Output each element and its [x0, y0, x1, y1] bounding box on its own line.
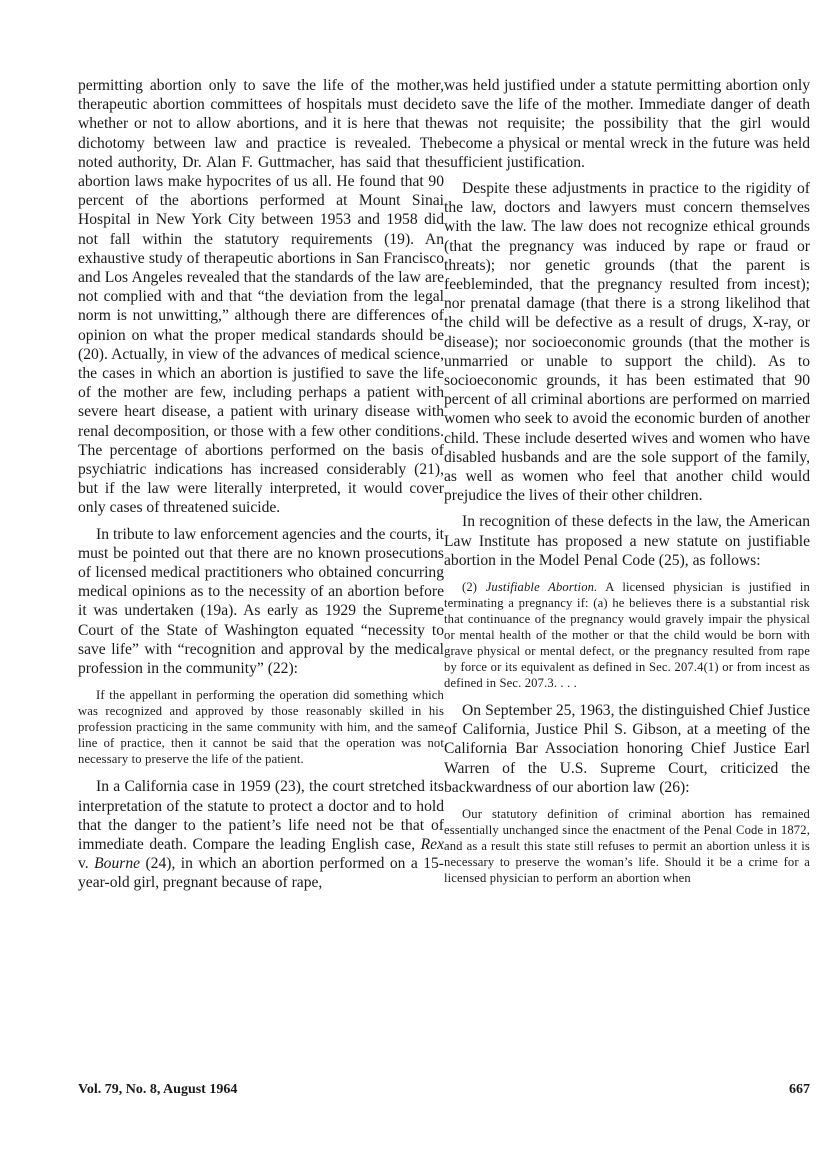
right-column — [444, 76, 810, 896]
journal-issue-line: Vol. 79, No. 8, August 1964 — [78, 1082, 238, 1097]
case-name-rex: Rex — [420, 835, 444, 853]
clause-body: A licensed physician is justified in terminating a pregnancy if: (a) he believes there is a substantial risk that continuance of the pregnancy would gravely impair the physical or mental health of the mother or that the child would be born with grave physical or mental defect, or the pregnancy resulted from rape by force or its equivalent as defined in Sec. 207.4(1) or from incest as defined in Sec. 207.3. . . . — [444, 580, 811, 691]
text-segment: In a California case in 1959 (23), the court stretched its interpretation of the statute to protect a doctor and to hold that the danger to the patient’s life need not be that of immediate death. Compare the leading English case, — [78, 778, 444, 853]
case-name-bourne: Bourne — [94, 855, 141, 873]
text-segment: v. — [78, 855, 95, 873]
paragraph-abortion-committees: permitting abortion only to save the life of the mother, therapeutic abortion committees of hospitals must decide whether or not to allow abortions, and it is here that the dichotomy between law and practice is revealed. The noted authority, Dr. Alan F. Guttmacher, has said that the abortion laws make hypocrites of us all. He found that 90 percent of the abortions performed at Mount Sinai Hospital in New York City between 1953 and 1958 did not fall within the statutory requirements (19). An exhaustive study of therapeutic abortions in San Francisco and Los Angeles revealed that the standards of the law are not complied with and that “the deviation from the legal norm is not unwitting,” although there are differences of opinion on what the proper medical standards should be (20). Actually, in view of the advances of medical science, the cases in which an abortion is justified to save the life of the mother are few, including perhaps a patient with severe heart disease, a patient with urinary disease with renal decomposition, or those with a few other conditions. The percentage of abortions performed on the basis of psychiatric indications has increased considerably (21), but if the law were literally interpreted, it would cover only cases of threatened suicide. — [78, 77, 444, 517]
paragraph-justification-held: was held justified under a statute permitting abortion only to save the life of the mother. Immediate danger of death was not requisite; the possibility that the girl would become a physical or mental wreck in the future was held sufficient justification. — [444, 77, 810, 171]
paragraph-grounds-not-recognized: Despite these adjustments in practice to the rigidity of the law, doctors and lawyers must concern themselves with the law. The law does not recognize ethical grounds (that the pregnancy was induced by rape or fraud or threats); nor genetic grounds (that the parent is feebleminded, that the pregnancy resulted from incest); nor prenatal damage (that there is a strong likelihod that the child will be defective as a result of drugs, X-ray, or disease); nor socioeconomic grounds (that the mother is unmarried or unable to support the child). As to socioeconomic grounds, it has been estimated that 90 percent of all criminal abortions are performed on married women who seek to avoid the economic burden of another child. These include deserted wives and women who have disabled husbands and are the sole support of the family, as well as women who feel that another child would prejudice the lives of their other children. — [444, 180, 810, 505]
paragraph-california-case — [78, 777, 444, 892]
clause-number: (2) — [462, 580, 486, 595]
paragraph-justice-gibson: On September 25, 1963, the distinguished Chief Justice of California, Justice Phil S. Gibson, at a meeting of the California Bar Association honoring Chief Justice Earl Warren of the U.S. Supreme Court, criticized the backwardness of our abortion law (26): — [444, 702, 810, 796]
paragraph-model-penal-code: In recognition of these defects in the law, the American Law Institute has proposed a new statute on justifiable abortion in the Model Penal Code (25), as follows: — [444, 513, 810, 569]
clause-title: Justifiable Abortion. — [485, 580, 598, 595]
block-quote-model-penal-code — [444, 579, 810, 691]
paragraph-law-enforcement-tribute: In tribute to law enforcement agencies and the courts, it must be pointed out that there are no known prosecutions of licensed medical practitioners who obtained concurring medical opinions as to the necessity of an abortion before it was undertaken (19a). As early as 1929 the Supreme Court of the State of Washington equated “necessity to save life” with “recognition and approval by the medical profession in the community” (22): — [78, 525, 444, 678]
page-number: 667 — [789, 1082, 810, 1097]
block-quote-gibson: Our statutory definition of criminal abortion has remained essentially unchanged since the enactment of the Penal Code in 1872, and as a result this state still refuses to permit an abortion unless it is necessary to preserve the woman’s life. Should it be a crime for a licensed physician to perform an abortion when — [444, 807, 810, 886]
left-column — [78, 76, 444, 900]
block-quote-washington-court: If the appellant in performing the operation did something which was recognized and approved by those reasonably skilled in his profession practicing in the same community with him, and the same line of practice, then it cannot be said that the operation was not necessary to preserve the life of the patient. — [78, 688, 444, 767]
text-segment: (24), in which an abortion performed on a 15-year-old girl, pregnant because of rape, — [78, 855, 444, 892]
